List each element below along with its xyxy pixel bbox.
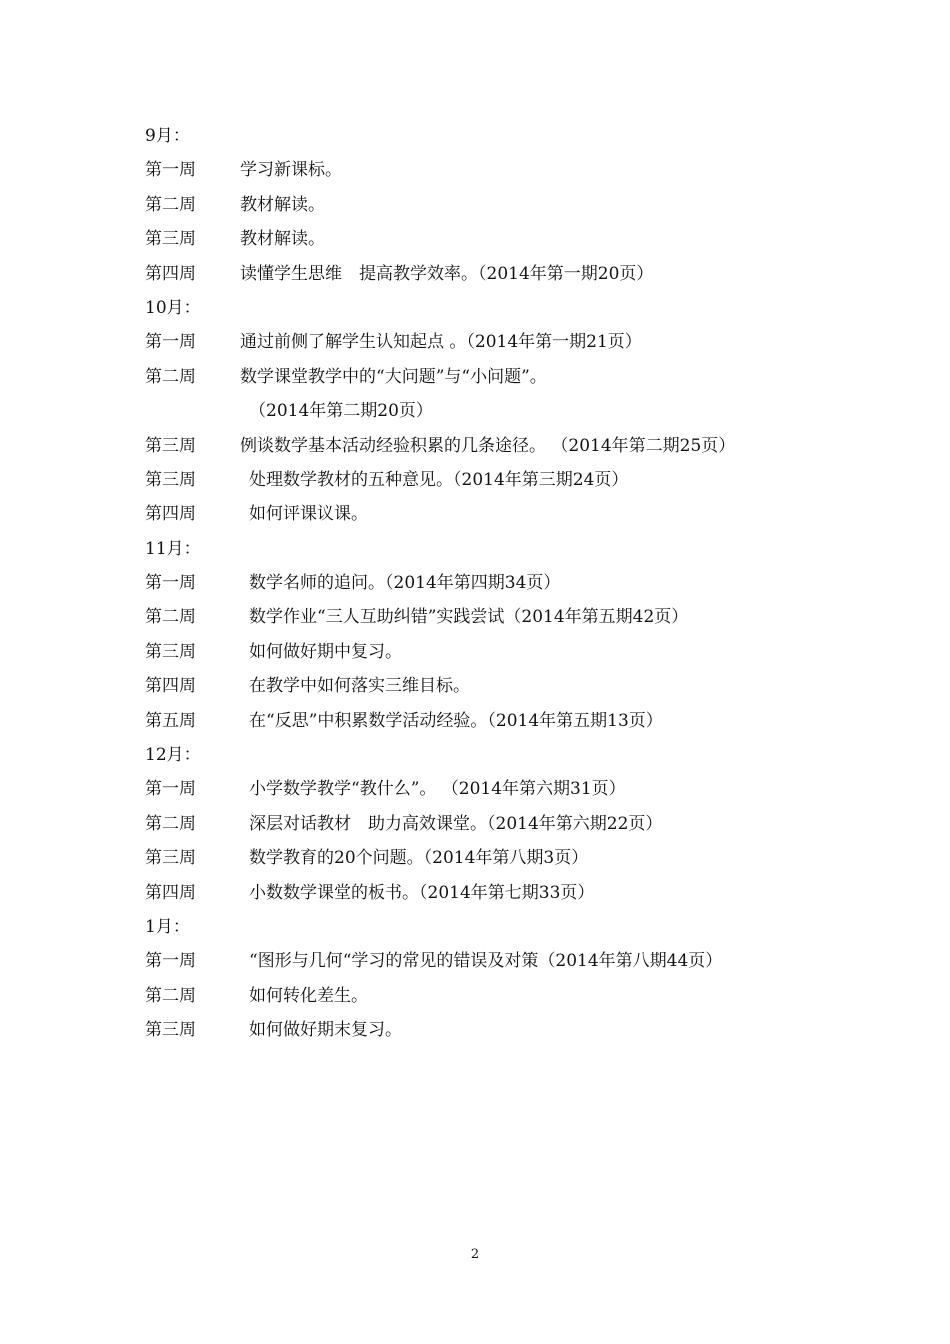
week-label: 第一周: [145, 951, 196, 972]
topic-text: 如何转化差生。: [249, 985, 368, 1006]
week-label: 第一周: [145, 779, 196, 800]
month-heading: [145, 910, 845, 944]
topic-text: 通过前侧了解学生认知起点 。（2014年第一期21页）: [240, 332, 642, 353]
week-label: 第四周: [145, 263, 196, 284]
topic-text: 在“反思”中积累数学活动经验。（2014年第五期13页）: [249, 710, 663, 731]
month-heading: [145, 532, 845, 566]
week-label: 第二周: [145, 366, 196, 387]
schedule-row: [145, 841, 845, 875]
topic-text: 教材解读。: [240, 194, 325, 215]
week-label: 第四周: [145, 676, 196, 697]
topic-text: 小数数学课堂的板书。（2014年第七期33页）: [249, 882, 595, 903]
schedule-row: [145, 325, 845, 359]
schedule-row: [145, 463, 845, 497]
month-label: 1月：: [145, 916, 190, 937]
topic-text: 例谈数学基本活动经验积累的几条途径。 （2014年第二期25页）: [240, 435, 736, 456]
week-label: 第二周: [145, 607, 196, 628]
week-label: 第二周: [145, 813, 196, 834]
week-label: 第五周: [145, 710, 196, 731]
topic-text: 小学数学教学“教什么”。 （2014年第六期31页）: [249, 779, 626, 800]
week-label: 第三周: [145, 848, 196, 869]
schedule-row: [145, 497, 845, 531]
topic-text: （2014年第二期20页）: [249, 401, 433, 422]
topic-text: 在教学中如何落实三维目标。: [249, 676, 470, 697]
week-label: 第四周: [145, 882, 196, 903]
month-label: 9月：: [145, 126, 190, 146]
week-label: 第三周: [145, 229, 196, 250]
schedule-row: [145, 979, 845, 1013]
page-number: 2: [470, 1247, 480, 1262]
schedule-row: [145, 153, 845, 187]
schedule-row: [145, 394, 845, 428]
week-label: 第三周: [145, 641, 196, 662]
topic-text: 如何做好期末复习。: [249, 1020, 402, 1041]
schedule-row: [145, 807, 845, 841]
schedule-row: [145, 257, 845, 291]
week-label: 第四周: [145, 504, 196, 525]
topic-text: 教材解读。: [240, 229, 325, 250]
week-label: 第三周: [145, 435, 196, 456]
schedule-row: [145, 635, 845, 669]
schedule-row: [145, 600, 845, 634]
topic-text: 数学作业“三人互助纠错”实践尝试（2014年第五期42页）: [249, 607, 689, 628]
schedule-row: [145, 566, 845, 600]
schedule-row: [145, 429, 845, 463]
month-heading: [145, 738, 845, 772]
week-label: 第二周: [145, 985, 196, 1006]
topic-text: 处理数学教材的五种意见。（2014年第三期24页）: [249, 469, 629, 490]
schedule-row: [145, 1013, 845, 1047]
schedule-row: [145, 704, 845, 738]
topic-text: 深层对话教材 助力高效课堂。（2014年第六期22页）: [249, 813, 663, 834]
month-heading: [145, 119, 845, 153]
schedule-row: [145, 669, 845, 703]
week-label: 第三周: [145, 469, 196, 490]
week-label: 第三周: [145, 1020, 196, 1041]
month-label: 12月：: [145, 745, 201, 766]
schedule-row: [145, 772, 845, 806]
topic-text: 数学教育的20个问题。（2014年第八期3页）: [249, 848, 589, 869]
topic-text: 数学课堂教学中的“大问题”与“小问题”。: [240, 366, 547, 387]
topic-text: 数学名师的追问。（2014年第四期34页）: [249, 573, 561, 594]
schedule-row: [145, 360, 845, 394]
schedule-list: [145, 119, 845, 1048]
week-label: 第一周: [145, 573, 196, 594]
topic-text: 读懂学生思维 提高教学效率。（2014年第一期20页）: [240, 263, 654, 284]
week-label: 第一周: [145, 332, 196, 353]
schedule-row: [145, 188, 845, 222]
topic-text: “图形与几何“学习的常见的错误及对策（2014年第八期44页）: [249, 951, 723, 972]
week-label: 第一周: [145, 160, 196, 181]
topic-text: 学习新课标。: [240, 160, 342, 181]
month-label: 11月：: [145, 538, 201, 559]
month-heading: [145, 291, 845, 325]
schedule-row: [145, 222, 845, 256]
schedule-row: [145, 876, 845, 910]
month-label: 10月：: [145, 297, 201, 318]
topic-text: 如何评课议课。: [249, 504, 368, 525]
schedule-row: [145, 944, 845, 978]
topic-text: 如何做好期中复习。: [249, 641, 402, 662]
week-label: 第二周: [145, 194, 196, 215]
